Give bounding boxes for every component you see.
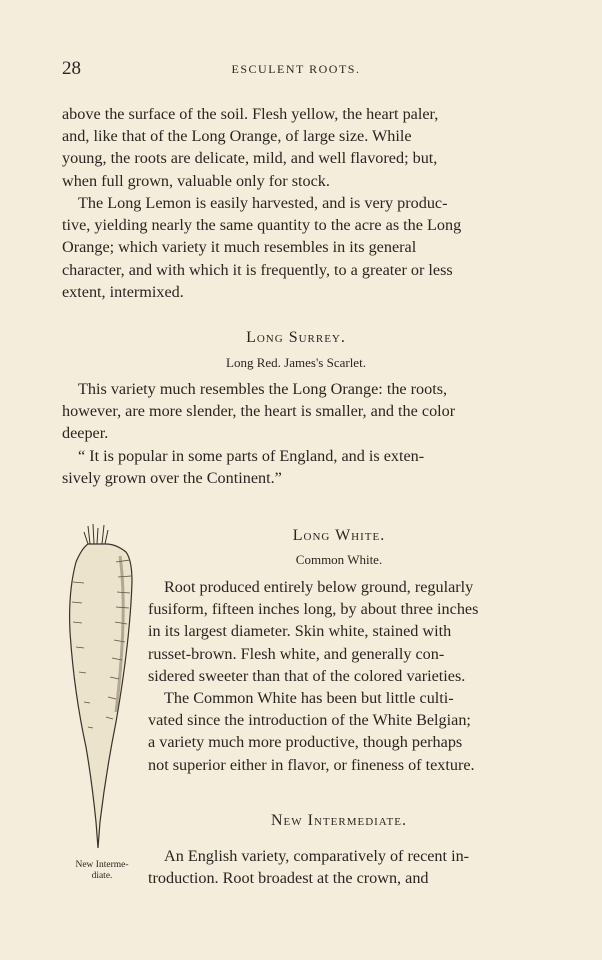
section-heading-long-white: Long White.	[292, 527, 386, 544]
text-line: when full grown, valuable only for stock.	[62, 171, 330, 190]
text-line: fusiform, fifteen inches long, by about three inches	[148, 600, 479, 619]
page-number: 28	[62, 58, 81, 79]
page-header	[62, 58, 530, 82]
text-line: Orange; which variety it much resembles in its general	[62, 238, 417, 257]
synonyms-long-white: Common White.	[295, 552, 383, 567]
section-heading-new-intermediate: New Intermediate.	[271, 812, 407, 829]
synonyms-long-surrey: Long Red. James's Scarlet.	[226, 355, 366, 370]
section-heading-long-surrey: Long Surrey.	[246, 329, 346, 346]
text-line: extent, intermixed.	[62, 282, 184, 301]
paragraph-long-lemon-description	[62, 103, 530, 192]
carrot-root-drawing	[60, 522, 140, 852]
text-line: deeper.	[62, 424, 109, 443]
text-line: character, and with which it is frequently, to a greater or less	[62, 260, 453, 279]
text-line: This variety much resembles the Long Orange: the roots,	[78, 380, 448, 398]
paragraph-long-surrey	[62, 378, 530, 489]
carrot-illustration	[60, 522, 140, 857]
text-line: “ It is popular in some parts of England, and is exten-	[78, 446, 425, 465]
text-line: Root produced entirely below ground, regularly	[164, 578, 474, 596]
text-line: in its largest diameter. Skin white, stained with	[148, 622, 452, 641]
illustration-caption: New Interme- diate.	[75, 860, 129, 881]
text-line: not superior either in flavor, or fineness of texture.	[148, 755, 475, 774]
text-line: however, are more slender, the heart is smaller, and the color	[62, 402, 456, 421]
text-line: sidered sweeter than that of the colored varieties.	[148, 666, 466, 685]
running-title: ESCULENT ROOTS.	[231, 62, 361, 76]
text-line: An English variety, comparatively of recent in-	[164, 847, 470, 865]
text-line: and, like that of the Long Orange, of large size. While	[62, 127, 412, 146]
text-line: troduction. Root broadest at the crown, and	[148, 869, 429, 888]
paragraph-long-lemon-harvest	[62, 192, 530, 303]
text-line: The Common White has been but little culti-	[164, 689, 454, 708]
text-line: above the surface of the soil. Flesh yellow, the heart paler,	[62, 105, 439, 123]
paragraph-long-white	[148, 576, 530, 776]
text-line: a variety much more productive, though perhaps	[148, 733, 463, 752]
text-line: young, the roots are delicate, mild, and well flavored; but,	[62, 149, 438, 168]
text-line: russet-brown. Flesh white, and generally con-	[148, 644, 445, 663]
text-line: sively grown over the Continent.”	[62, 468, 282, 487]
text-line: The Long Lemon is easily harvested, and is very produc-	[78, 194, 448, 212]
text-line: tive, yielding nearly the same quantity to the acre as the Long	[62, 216, 462, 235]
text-line: vated since the introduction of the White Belgian;	[148, 711, 471, 730]
paragraph-new-intermediate	[148, 845, 530, 889]
